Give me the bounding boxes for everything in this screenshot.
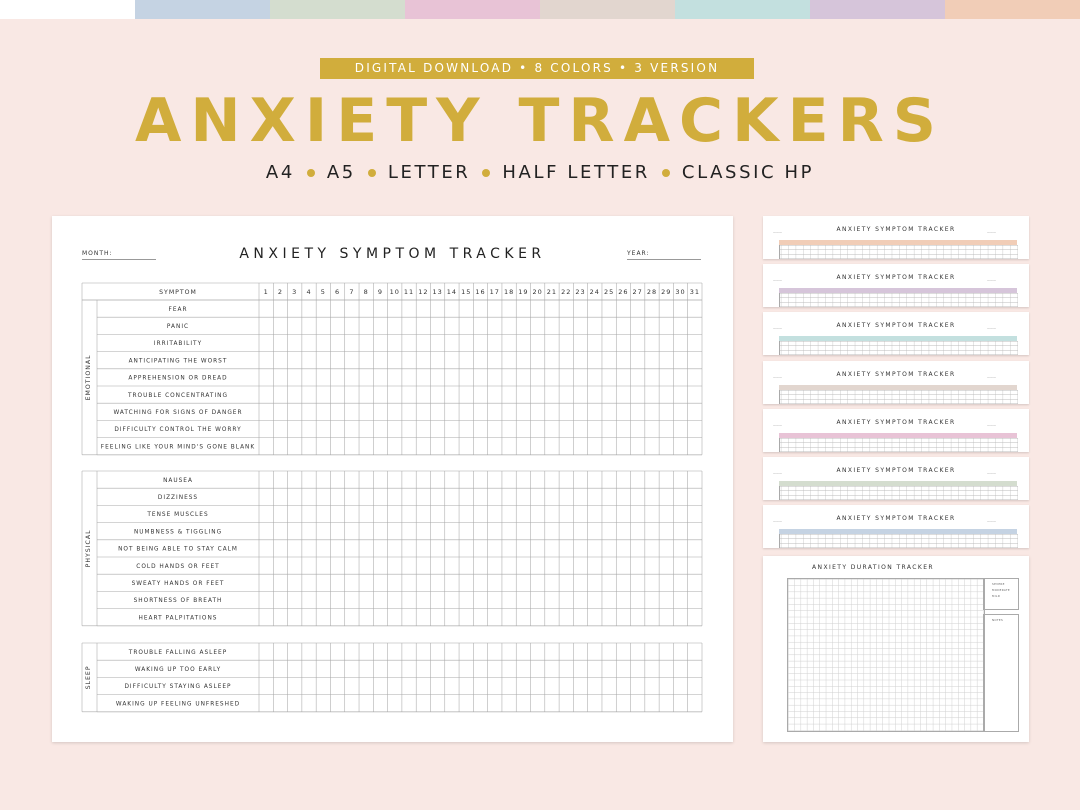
symptom-row-label: SHORTNESS OF BREATH — [133, 598, 223, 605]
thumb-rows — [779, 534, 1018, 548]
thumb-title: ANXIETY SYMPTOM TRACKER — [836, 515, 956, 522]
symptom-row-label: DIZZINESS — [157, 495, 199, 501]
day-header: 11 — [403, 288, 415, 296]
page-title: ANXIETY TRACKERS — [135, 86, 945, 156]
size-list — [0, 162, 1080, 183]
thumb-title: ANXIETY SYMPTOM TRACKER — [836, 322, 956, 329]
separator-dot — [482, 169, 490, 177]
symptom-row-label: TROUBLE CONCENTRATING — [127, 392, 229, 399]
symptom-row-label: WAKING UP FEELING UNFRESHED — [115, 701, 241, 708]
symptom-header: SYMPTOM — [159, 289, 197, 296]
thumb-rows — [779, 438, 1018, 452]
day-header: 19 — [518, 288, 529, 296]
thumb-year-line: ——— — [987, 423, 996, 427]
legend-moderate: MODERATE — [992, 588, 1010, 592]
symptom-row-label: FEAR — [168, 306, 188, 313]
thumb-month-line: ——— — [773, 519, 782, 523]
day-header: 7 — [349, 288, 355, 296]
color-swatch — [945, 0, 1080, 19]
thumbnail-page — [763, 264, 1029, 307]
day-header: 3 — [292, 288, 298, 296]
color-swatch — [270, 0, 405, 19]
thumb-rows — [779, 390, 1018, 404]
day-header: 22 — [561, 288, 572, 296]
symptom-row-label: APPREHENSION OR DREAD — [128, 375, 228, 382]
thumb-title: ANXIETY SYMPTOM TRACKER — [836, 226, 956, 233]
day-header: 18 — [503, 288, 515, 296]
symptom-row-label: PANIC — [166, 324, 190, 330]
day-header: 9 — [377, 288, 384, 296]
thumb-month-line: ——— — [773, 375, 782, 379]
thumb-rows — [779, 245, 1018, 259]
section-label: EMOTIONAL — [85, 354, 92, 401]
day-header: 14 — [446, 288, 458, 296]
color-swatch-strip — [0, 0, 1080, 19]
day-header: 28 — [646, 288, 658, 296]
notes-label: NOTES — [992, 618, 1004, 622]
day-header: 1 — [263, 288, 269, 296]
year-label: YEAR: — [627, 250, 701, 260]
duration-title: ANXIETY DURATION TRACKER — [812, 564, 934, 571]
color-swatch — [405, 0, 540, 19]
day-header: 24 — [589, 288, 600, 296]
symptom-row-label: ANTICIPATING THE WORST — [128, 358, 228, 365]
tracker-grid — [52, 216, 733, 742]
legend-mild: MILD — [992, 594, 1001, 598]
thumb-rows — [779, 341, 1018, 355]
day-header: 8 — [363, 288, 369, 296]
thumbnail-page — [763, 361, 1029, 404]
day-header: 27 — [632, 288, 643, 296]
color-swatch — [675, 0, 810, 19]
day-header: 26 — [618, 288, 629, 296]
symptom-row-label: SWEATY HANDS OR FEET — [131, 581, 225, 587]
thumbnail-page — [763, 505, 1029, 548]
day-header: 21 — [546, 288, 558, 296]
day-header: 12 — [418, 288, 429, 296]
thumb-month-line: ——— — [773, 423, 782, 427]
thumb-year-line: ——— — [987, 278, 996, 282]
separator-dot — [307, 169, 315, 177]
thumb-year-line: ——— — [987, 230, 996, 234]
thumb-year-line: ——— — [987, 326, 996, 330]
day-header: 17 — [489, 288, 500, 296]
thumbnail-page — [763, 457, 1029, 500]
day-header: 13 — [432, 288, 443, 296]
symptom-row-label: NUMBNESS & TIGGLING — [133, 529, 223, 536]
day-header: 5 — [320, 288, 326, 296]
symptom-row-label: DIFFICULTY CONTROL THE WORRY — [114, 427, 242, 434]
symptom-row-label: NAUSEA — [163, 477, 193, 484]
color-swatch — [810, 0, 945, 19]
thumb-year-line: ——— — [987, 375, 996, 379]
day-header: 29 — [661, 288, 672, 296]
day-header: 6 — [335, 288, 341, 296]
thumb-title: ANXIETY SYMPTOM TRACKER — [836, 371, 956, 378]
symptom-row-label: TENSE MUSCLES — [147, 512, 209, 519]
thumbnail-page — [763, 216, 1029, 259]
symptom-row-label: HEART PALPITATIONS — [138, 615, 218, 622]
size-label: A5 — [326, 162, 356, 183]
tracker-title: ANXIETY SYMPTOM TRACKER — [239, 246, 546, 262]
section-label: PHYSICAL — [85, 529, 92, 568]
thumb-year-line: ——— — [987, 519, 996, 523]
duration-tracker-page — [763, 556, 1029, 742]
symptom-row-label: NOT BEING ABLE TO STAY CALM — [118, 546, 238, 553]
day-header: 2 — [277, 288, 284, 296]
thumbnail-page — [763, 312, 1029, 355]
symptom-row-label: DIFFICULTY STAYING ASLEEP — [124, 684, 232, 691]
symptom-row-label: FEELING LIKE YOUR MIND'S GONE BLANK — [100, 444, 256, 451]
thumb-month-line: ——— — [773, 471, 782, 475]
day-header: 15 — [461, 288, 472, 296]
day-header: 16 — [475, 288, 486, 296]
thumb-month-line: ——— — [773, 326, 782, 330]
thumb-rows — [779, 293, 1018, 307]
duration-grid — [787, 578, 985, 732]
thumb-month-line: ——— — [773, 230, 782, 234]
day-header: 25 — [603, 288, 615, 296]
day-header: 4 — [306, 288, 312, 296]
feature-banner: DIGITAL DOWNLOAD • 8 COLORS • 3 VERSION — [320, 58, 754, 79]
day-header: 31 — [689, 288, 700, 296]
day-header: 30 — [675, 288, 686, 296]
thumb-title: ANXIETY SYMPTOM TRACKER — [836, 467, 956, 474]
symptom-row-label: WATCHING FOR SIGNS OF DANGER — [113, 410, 243, 416]
separator-dot — [662, 169, 670, 177]
symptom-row-label: WAKING UP TOO EARLY — [134, 667, 222, 673]
legend-severe: SEVERE — [992, 582, 1005, 586]
thumbnail-page — [763, 409, 1029, 452]
day-header: 10 — [389, 288, 400, 296]
day-header: 23 — [575, 288, 586, 296]
thumb-year-line: ——— — [987, 471, 996, 475]
month-label: MONTH: — [82, 250, 156, 260]
color-swatch — [135, 0, 270, 19]
section-label: SLEEP — [85, 665, 92, 690]
size-label: A4 — [265, 162, 295, 183]
color-swatch — [540, 0, 675, 19]
thumb-month-line: ——— — [773, 278, 782, 282]
symptom-tracker-page — [52, 216, 733, 742]
size-label: HALF LETTER — [502, 162, 650, 183]
size-label: CLASSIC HP — [681, 162, 815, 183]
size-label: LETTER — [387, 162, 471, 183]
thumb-title: ANXIETY SYMPTOM TRACKER — [836, 419, 956, 426]
symptom-row-label: COLD HANDS OR FEET — [136, 563, 220, 570]
thumb-title: ANXIETY SYMPTOM TRACKER — [836, 274, 956, 281]
color-swatch — [0, 0, 135, 19]
notes-box — [983, 614, 1019, 732]
symptom-row-label: TROUBLE FALLING ASLEEP — [128, 649, 228, 656]
thumb-rows — [779, 486, 1018, 500]
day-header: 20 — [532, 288, 543, 296]
separator-dot — [368, 169, 376, 177]
symptom-row-label: IRRITABILITY — [153, 341, 203, 348]
